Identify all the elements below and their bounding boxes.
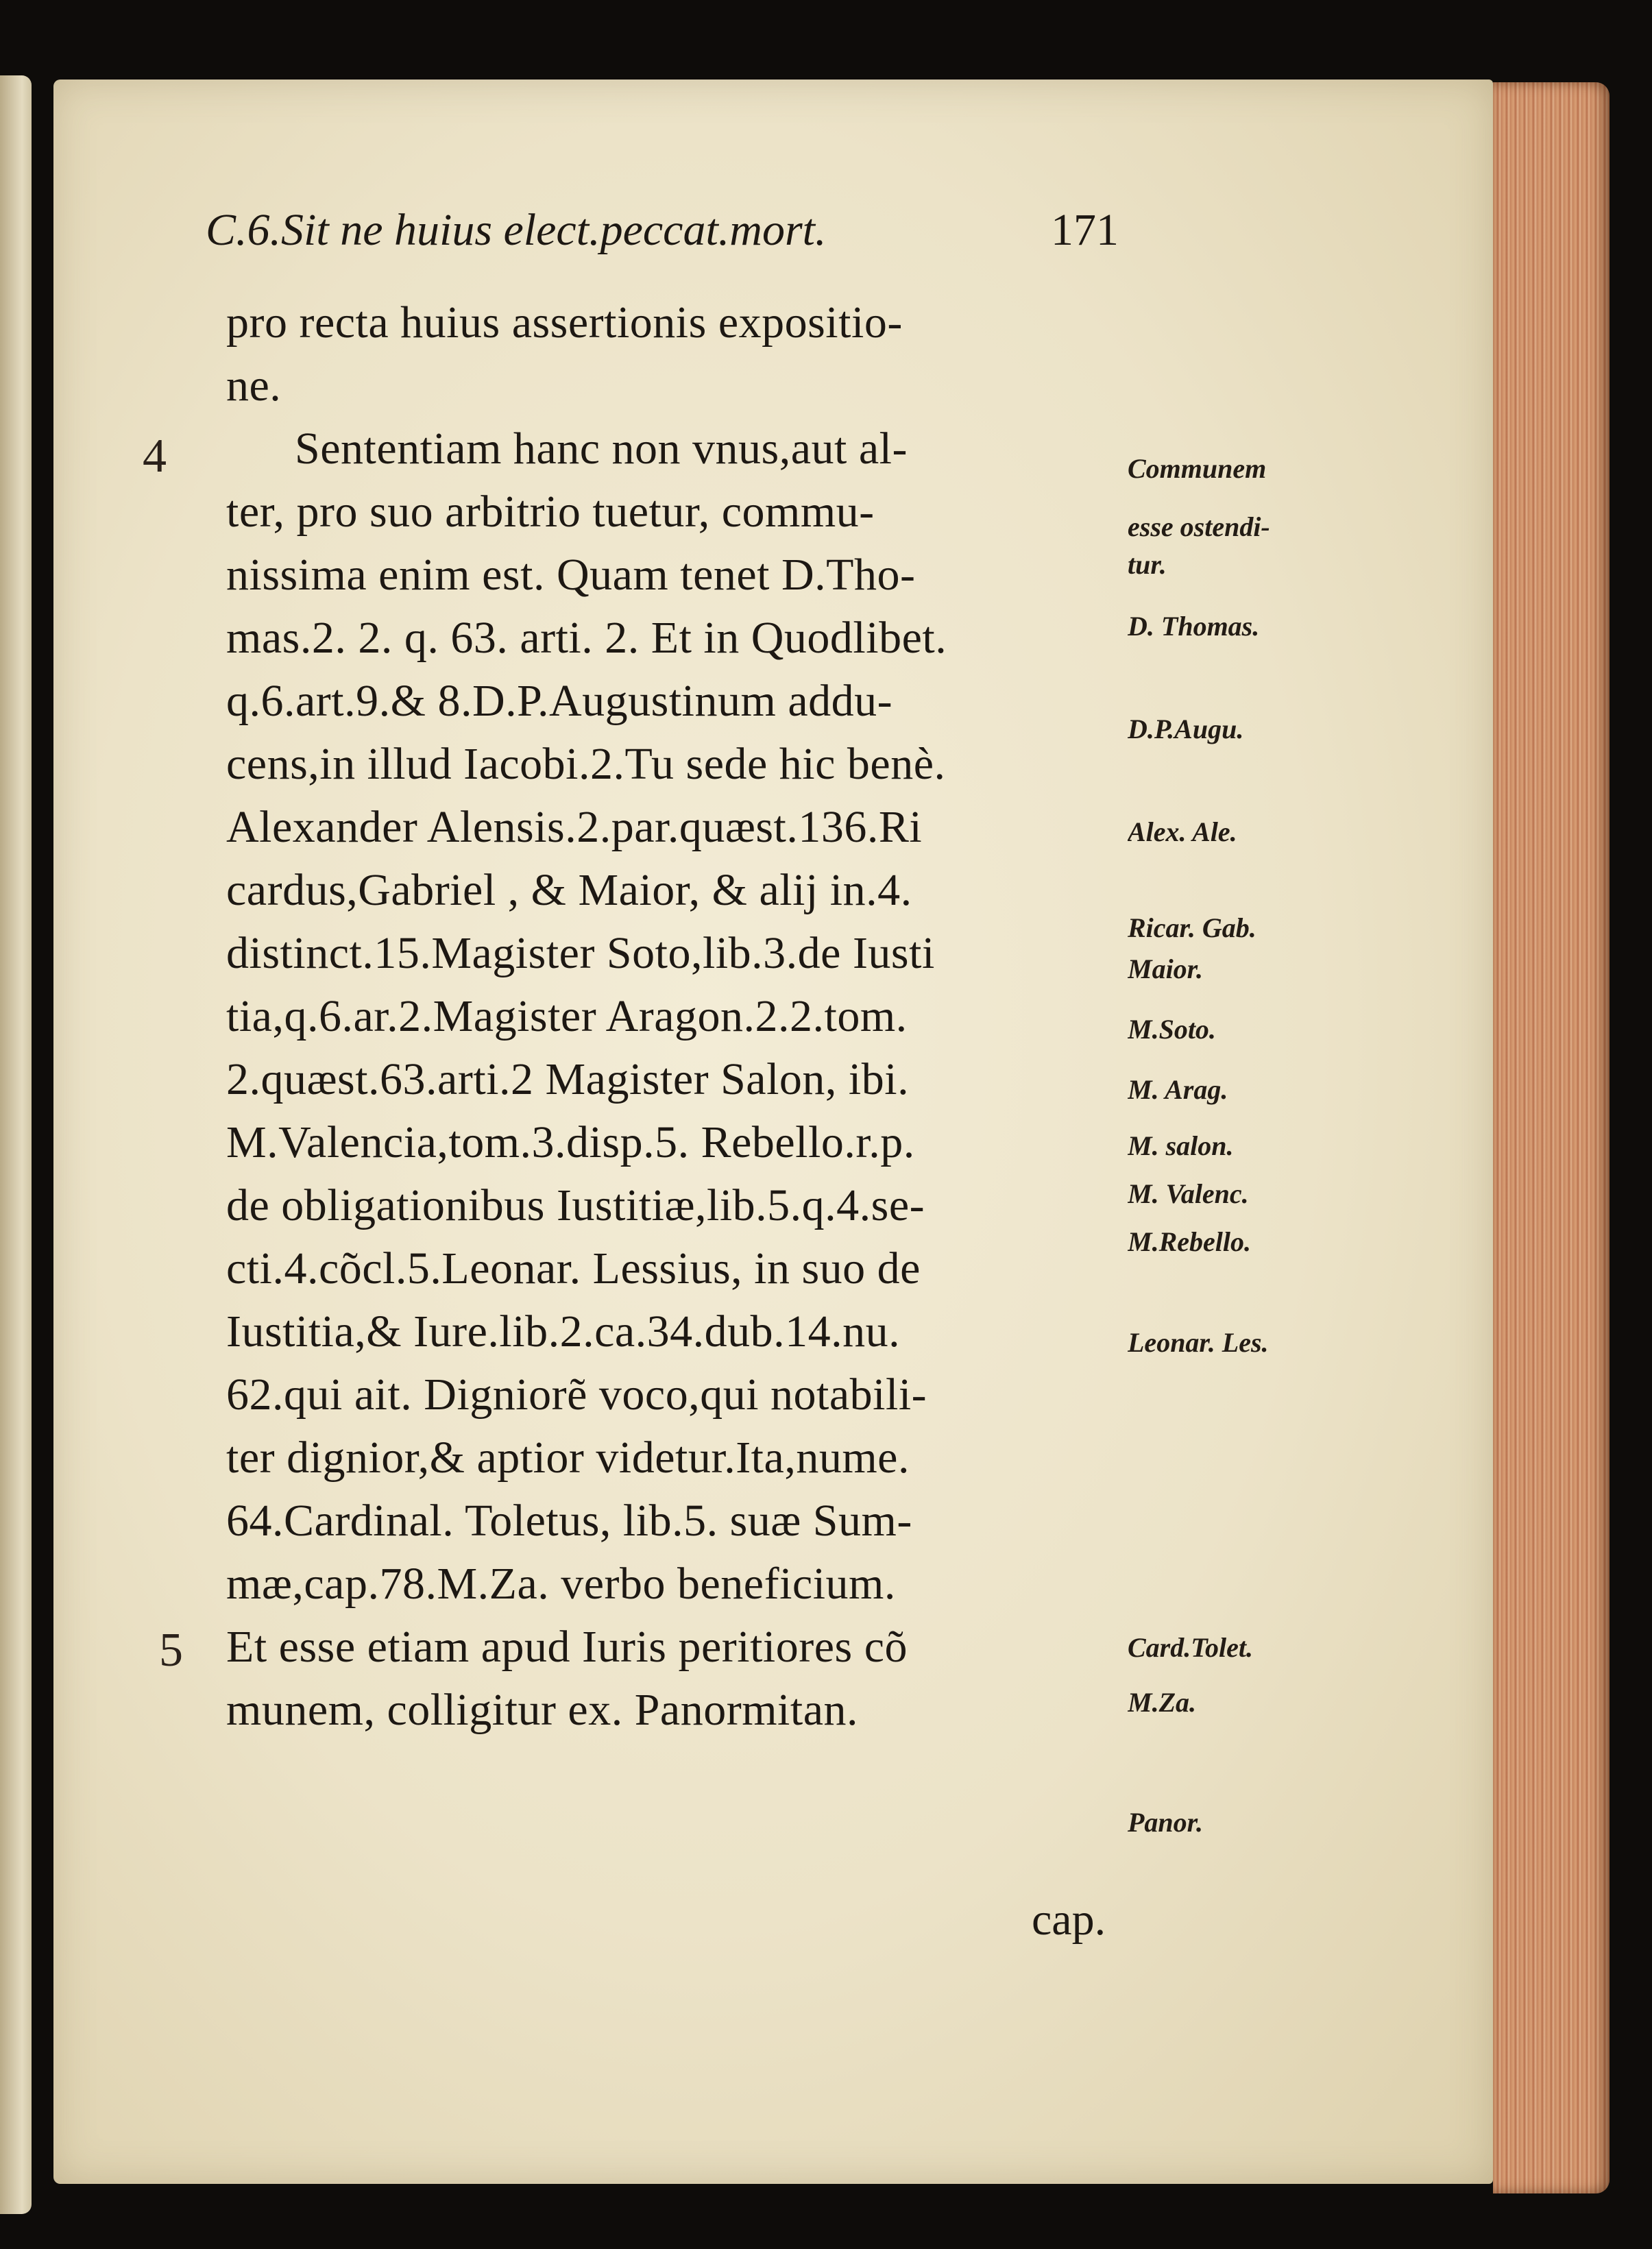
marginal-note: M. Arag. bbox=[1128, 1074, 1228, 1105]
marginal-note: M. Valenc. bbox=[1128, 1178, 1249, 1209]
body-line: 64.Cardinal. Toletus, lib.5. suæ Sum- bbox=[226, 1496, 912, 1546]
marginal-note: esse ostendi- bbox=[1128, 511, 1270, 542]
body-line: mas.2. 2. q. 63. arti. 2. Et in Quodlibet. bbox=[226, 613, 947, 663]
body-line: ter dignior,& aptior videtur.Ita,nume. bbox=[226, 1433, 910, 1483]
body-line: ne. bbox=[226, 361, 282, 411]
body-line: tia,q.6.ar.2.Magister Aragon.2.2.tom. bbox=[226, 991, 908, 1041]
body-line: M.Valencia,tom.3.disp.5. Rebello.r.p. bbox=[226, 1117, 915, 1167]
marginal-note: M.Rebello. bbox=[1128, 1226, 1251, 1257]
marginal-note: Card.Tolet. bbox=[1128, 1632, 1253, 1663]
marginal-note: D.P.Augu. bbox=[1128, 714, 1244, 744]
marginal-note: M.Soto. bbox=[1128, 1014, 1216, 1045]
body-line: q.6.art.9.& 8.D.P.Augustinum addu- bbox=[226, 676, 893, 726]
marginal-note: M. salon. bbox=[1128, 1130, 1234, 1161]
body-line: Alexander Alensis.2.par.quæst.136.Ri bbox=[226, 802, 923, 852]
running-header bbox=[206, 199, 1138, 262]
marginal-note: Panor. bbox=[1128, 1807, 1204, 1838]
paragraph-number: 5 bbox=[159, 1624, 183, 1677]
body-line: cens,in illud Iacobi.2.Tu sede hic benè. bbox=[226, 739, 946, 789]
left-page-edge bbox=[0, 75, 32, 2214]
body-line: 62.qui ait. Digniorẽ voco,qui notabili- bbox=[226, 1370, 927, 1420]
marginal-note: Leonar. Les. bbox=[1128, 1327, 1269, 1358]
marginal-note: M.Za. bbox=[1128, 1687, 1196, 1718]
body-line: mæ,cap.78.M.Za. verbo beneficium. bbox=[226, 1559, 896, 1609]
body-line: cardus,Gabriel , & Maior, & alij in.4. bbox=[226, 865, 912, 915]
body-line: munem, colligitur ex. Panormitan. bbox=[226, 1685, 859, 1735]
marginal-note: Alex. Ale. bbox=[1128, 816, 1237, 847]
book-fore-edge bbox=[1493, 82, 1610, 2193]
paragraph-number: 4 bbox=[143, 430, 167, 483]
marginal-note: Maior. bbox=[1128, 953, 1204, 984]
body-line: cti.4.cõcl.5.Leonar. Lessius, in suo de bbox=[226, 1243, 921, 1293]
page-number: 171 bbox=[1051, 205, 1119, 255]
running-title: C.6.Sit ne huius elect.peccat.mort. bbox=[206, 205, 827, 255]
marginal-note: tur. bbox=[1128, 549, 1167, 580]
marginal-note: D. Thomas. bbox=[1128, 611, 1260, 642]
body-line: 2.quæst.63.arti.2 Magister Salon, ibi. bbox=[226, 1054, 910, 1104]
catchword: cap. bbox=[1032, 1895, 1106, 1945]
body-line: Et esse etiam apud Iuris peritiores cõ bbox=[226, 1622, 908, 1672]
body-line: pro recta huius assertionis expositio- bbox=[226, 297, 903, 348]
body-line: Sententiam hanc non vnus,aut al- bbox=[295, 424, 908, 474]
body-line: ter, pro suo arbitrio tuetur, commu- bbox=[226, 487, 875, 537]
body-line: distinct.15.Magister Soto,lib.3.de Iusti bbox=[226, 928, 935, 978]
body-line: Iustitia,& Iure.lib.2.ca.34.dub.14.nu. bbox=[226, 1306, 901, 1357]
body-line: nissima enim est. Quam tenet D.Tho- bbox=[226, 550, 916, 600]
marginal-note: Ricar. Gab. bbox=[1128, 912, 1256, 943]
body-line: de obligationibus Iustitiæ,lib.5.q.4.se- bbox=[226, 1180, 925, 1230]
marginal-note: Communem bbox=[1128, 453, 1267, 484]
